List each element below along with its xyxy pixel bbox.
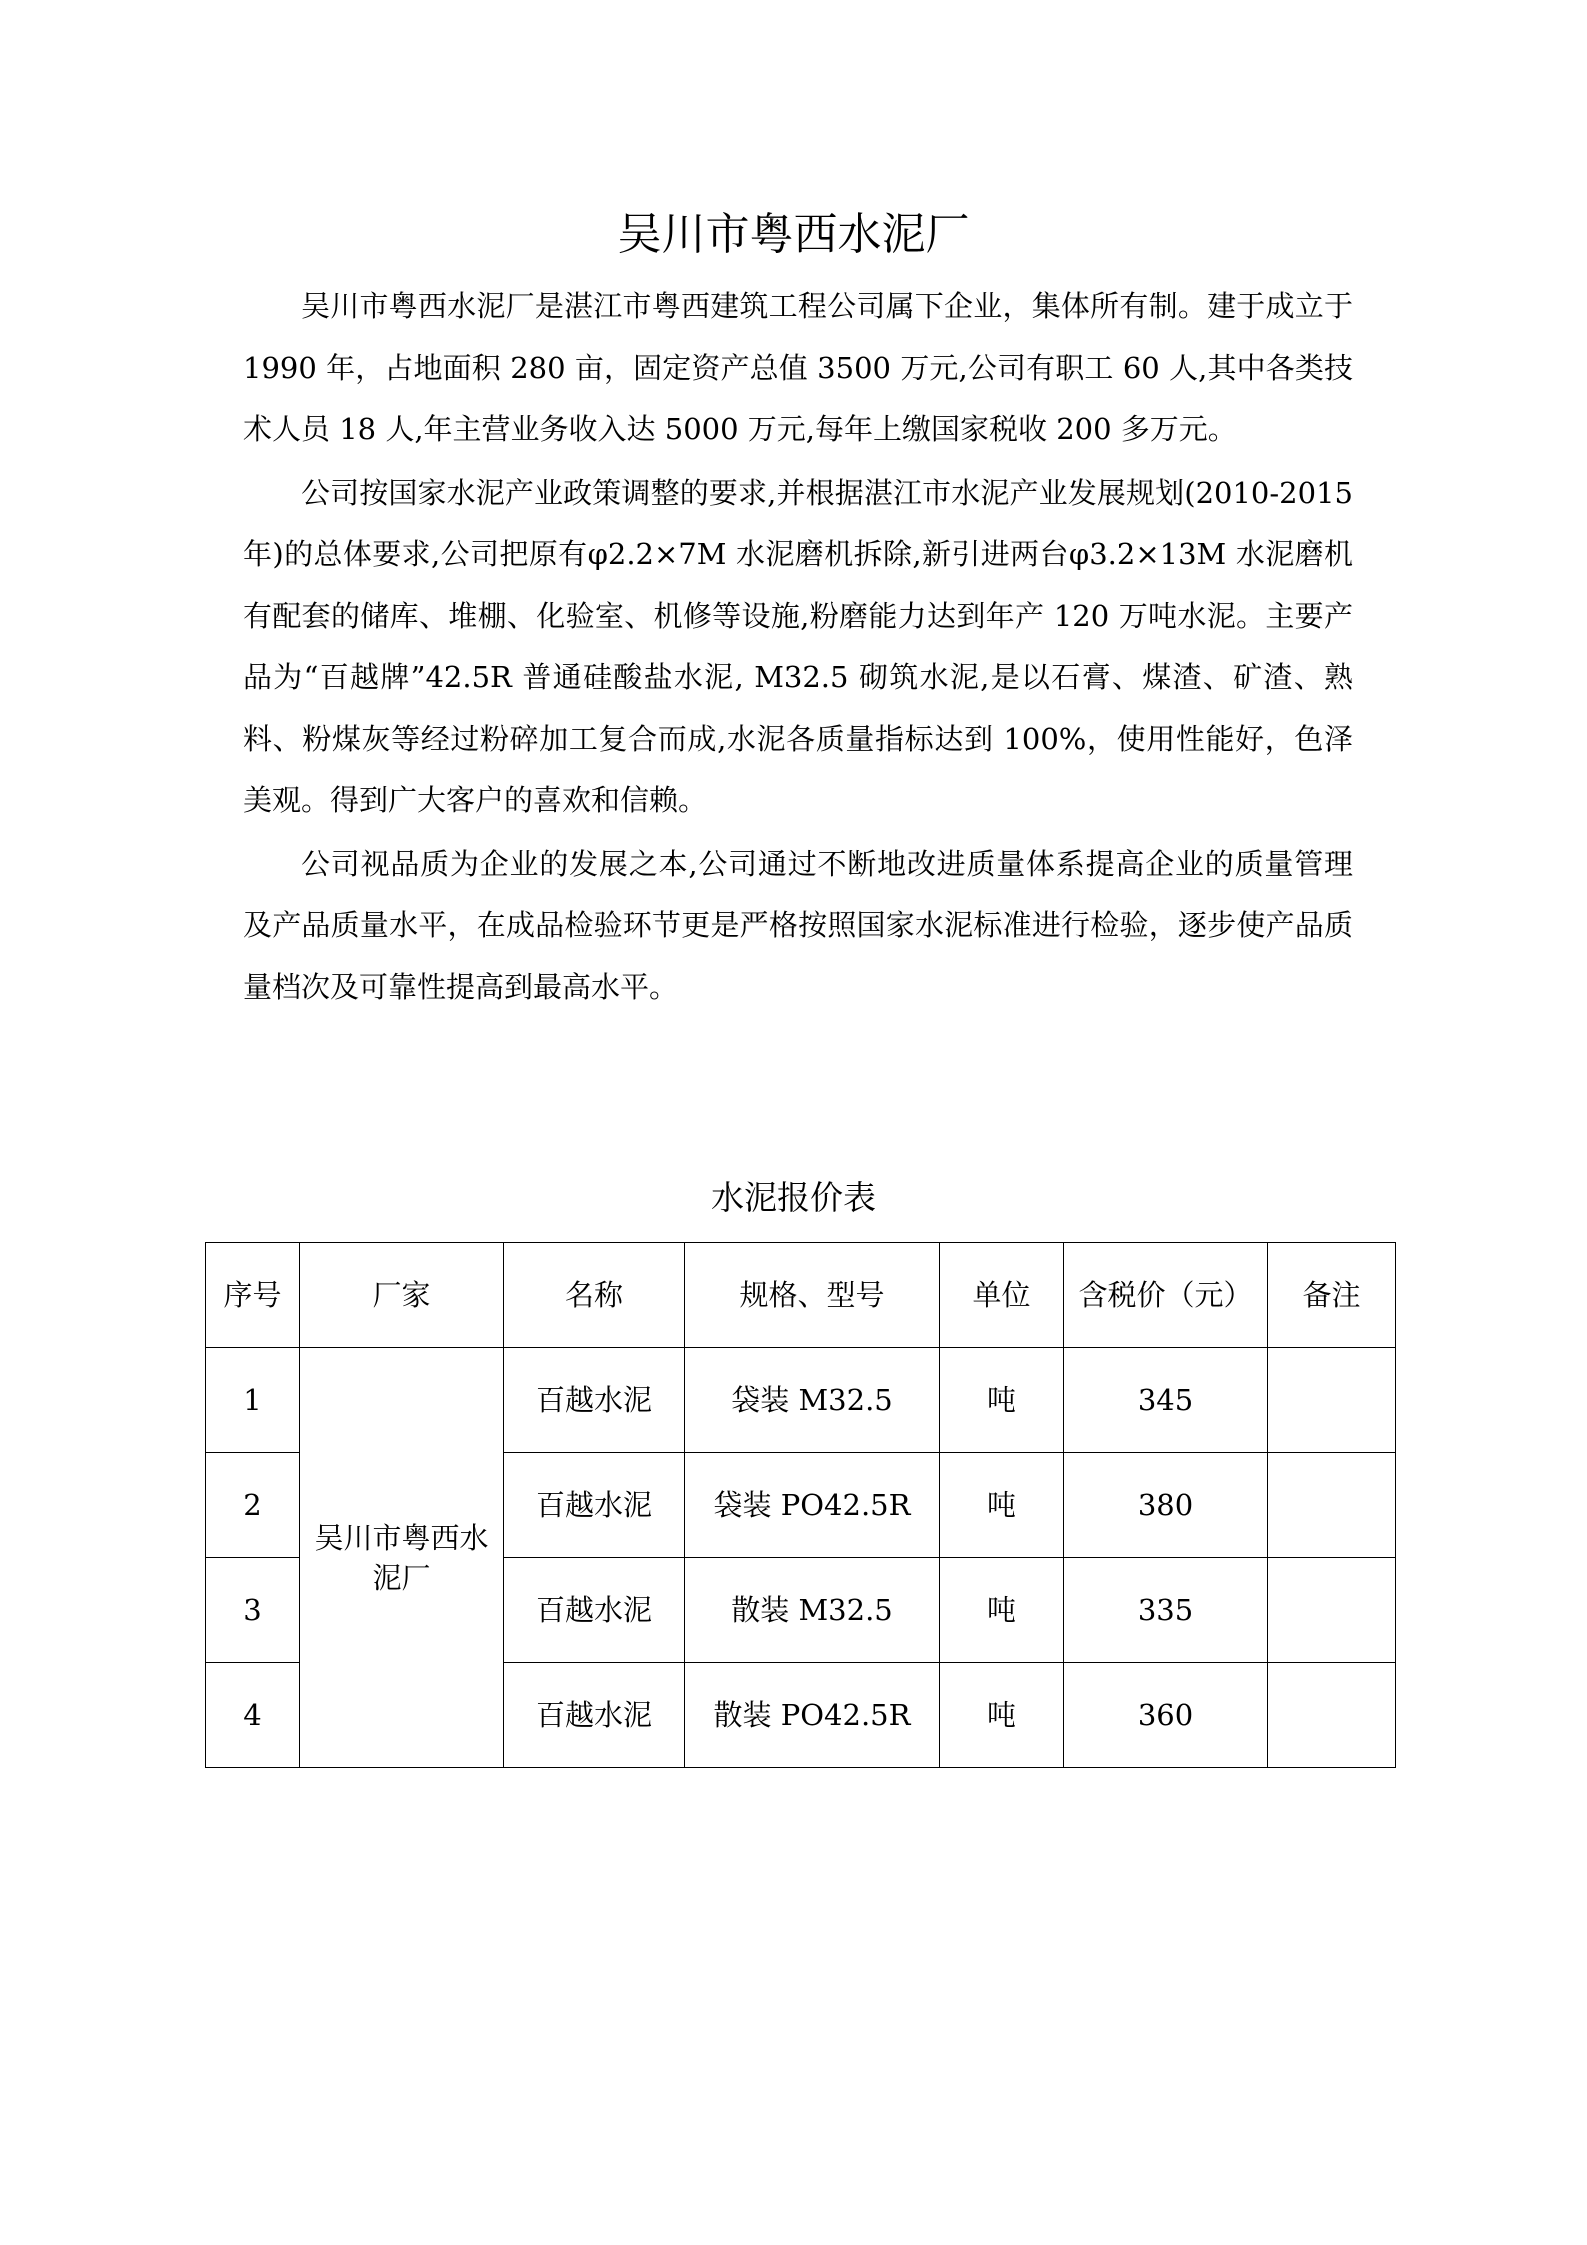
- paragraph-intro: 吴川市粤西水泥厂是湛江市粤西建筑工程公司属下企业，集体所有制。建于成立于 1990 年，占地面积 280 亩，固定资产总值 3500 万元,公司有职工 60 人,其中各类技术人员 18 人,年主营业务收入达 5000 万元,每年上缴国家税收 200 多万元。: [243, 289, 1353, 446]
- cell-name: 百越水泥: [504, 1453, 685, 1558]
- cell-no: 1: [206, 1348, 300, 1453]
- cell-no: 2: [206, 1453, 300, 1558]
- table-title: 水泥报价表: [711, 1178, 876, 1217]
- company-description: [243, 276, 1353, 1018]
- cell-name: 百越水泥: [504, 1663, 685, 1768]
- page-title: 吴川市粤西水泥厂: [617, 209, 970, 260]
- header-note: 备注: [1268, 1243, 1396, 1348]
- cell-note: [1268, 1453, 1396, 1558]
- cell-price: 335: [1064, 1558, 1268, 1663]
- cell-spec: 袋装 M32.5: [685, 1348, 940, 1453]
- header-spec: 规格、型号: [685, 1243, 940, 1348]
- cell-spec: 散装 PO42.5R: [685, 1663, 940, 1768]
- paragraph-quality: 公司视品质为企业的发展之本,公司通过不断地改进质量体系提高企业的质量管理及产品质量水平，在成品检验环节更是严格按照国家水泥标准进行检验，逐步使产品质量档次及可靠性提高到最高水平。: [243, 846, 1353, 1004]
- cell-unit: 吨: [940, 1453, 1064, 1558]
- header-name: 名称: [504, 1243, 685, 1348]
- cell-note: [1268, 1558, 1396, 1663]
- paragraph-production: 公司按国家水泥产业政策调整的要求,并根据湛江市水泥产业发展规划(2010-2015 年)的总体要求,公司把原有φ2.2×7M 水泥磨机拆除,新引进两台φ3.2×13M 水泥磨机有配套的储库、堆棚、化验室、机修等设施,粉磨能力达到年产 120 万吨水泥。主要产品为“百越牌”42.5R 普通硅酸盐水泥, M32.5 砌筑水泥,是以石膏、煤渣、矿渣、熟料、粉煤灰等经过粉碎加工复合而成,水泥各质量指标达到 100%，使用性能好，色泽美观。得到广大客户的喜欢和信赖。: [243, 475, 1353, 817]
- cell-manufacturer: 吴川市粤西水泥厂: [300, 1348, 504, 1768]
- cell-unit: 吨: [940, 1663, 1064, 1768]
- cell-no: 3: [206, 1558, 300, 1663]
- cell-name: 百越水泥: [504, 1558, 685, 1663]
- table-row: [206, 1348, 1396, 1453]
- header-price: 含税价（元）: [1064, 1243, 1268, 1348]
- cell-name: 百越水泥: [504, 1348, 685, 1453]
- cell-note: [1268, 1348, 1396, 1453]
- table-header-row: [206, 1243, 1396, 1348]
- cell-price: 345: [1064, 1348, 1268, 1453]
- cell-spec: 袋装 PO42.5R: [685, 1453, 940, 1558]
- cell-price: 360: [1064, 1663, 1268, 1768]
- cell-note: [1268, 1663, 1396, 1768]
- cell-unit: 吨: [940, 1558, 1064, 1663]
- price-table: [205, 1242, 1396, 1768]
- cell-unit: 吨: [940, 1348, 1064, 1453]
- header-no: 序号: [206, 1243, 300, 1348]
- cell-price: 380: [1064, 1453, 1268, 1558]
- cell-spec: 散装 M32.5: [685, 1558, 940, 1663]
- cell-no: 4: [206, 1663, 300, 1768]
- header-manufacturer: 厂家: [300, 1243, 504, 1348]
- header-unit: 单位: [940, 1243, 1064, 1348]
